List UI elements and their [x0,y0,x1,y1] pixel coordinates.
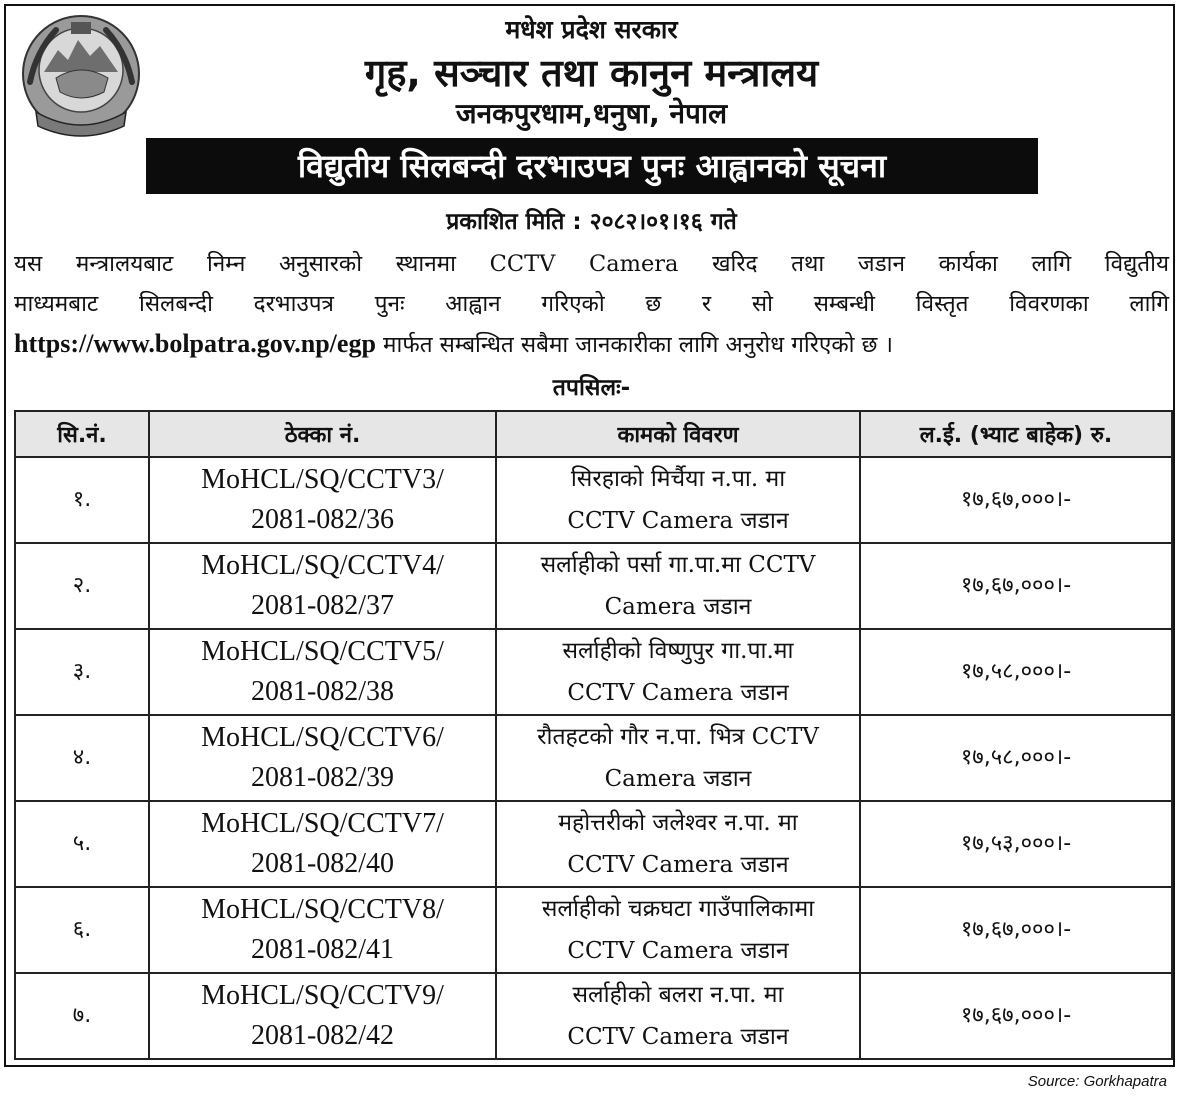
row-cost-estimate: १७,५८,०००।- [860,629,1172,715]
header-cost-estimate: ल.ई. (भ्याट बाहेक) रु. [860,411,1172,457]
row-sn: ६. [15,887,149,973]
contract-no-line-1: MoHCL/SQ/CCTV7/ [201,808,444,839]
header-contract-no: ठेक्का नं. [149,411,496,457]
table-header-row [15,411,1172,457]
description-line-2: Camera जडान [604,594,752,620]
contract-no-line-1: MoHCL/SQ/CCTV6/ [201,722,444,753]
body-line-3 [14,324,1169,365]
description-line-2: Camera जडान [604,766,752,792]
contract-no-line-1: MoHCL/SQ/CCTV9/ [201,980,444,1011]
contract-no-line-1: MoHCL/SQ/CCTV3/ [201,464,444,495]
ministry-name: गृह, सञ्चार तथा कानुन मन्त्रालय [364,51,819,95]
row-sn: १. [15,457,149,543]
description-line-1: सर्लाहीको बलरा न.पा. मा [572,982,784,1008]
description-line-1: महोत्तरीको जलेश्वर न.पा. मा [558,810,798,836]
ministry-location: जनकपुरधाम,धनुषा, नेपाल [455,97,728,130]
description-line-2: CCTV Camera जडान [567,1024,789,1050]
contract-no-line-1: MoHCL/SQ/CCTV8/ [201,894,444,925]
row-cost-estimate: १७,५८,०००।- [860,715,1172,801]
contract-no-line-2: 2081-082/39 [250,762,395,793]
row-sn: ४. [15,715,149,801]
table-row [15,973,1172,1059]
contract-no-line-2: 2081-082/37 [250,590,395,621]
row-contract-no [149,801,496,887]
description-line-1: सर्लाहीको विष्णुपुर गा.पा.मा [562,638,794,664]
row-contract-no [149,887,496,973]
contract-no-line-2: 2081-082/40 [250,848,395,879]
bolpatra-link[interactable]: https://www.bolpatra.gov.np/egp [14,329,376,358]
row-cost-estimate: १७,६७,०००।- [860,887,1172,973]
table-row [15,629,1172,715]
table-row [15,887,1172,973]
row-sn: ७. [15,973,149,1059]
row-cost-estimate: १७,६७,०००।- [860,543,1172,629]
row-cost-estimate: १७,६७,०००।- [860,973,1172,1059]
contract-no-line-2: 2081-082/38 [250,676,395,707]
notice-frame [4,4,1175,1067]
government-name: मधेश प्रदेश सरकार [505,15,678,44]
row-description [496,887,860,973]
row-contract-no [149,715,496,801]
table-row [15,543,1172,629]
table-row [15,715,1172,801]
body-line-3-rest: मार्फत सम्बन्धित सबैमा जानकारीका लागि अनुरोध गरिएको छ । [375,332,894,358]
notice-title: विद्युतीय सिलबन्दी दरभाउपत्र पुनः आह्वानको सूचना [146,138,1038,194]
tender-table [14,410,1173,1060]
description-line-2: CCTV Camera जडान [567,938,789,964]
contract-no-line-2: 2081-082/42 [250,1020,395,1051]
description-line-2: CCTV Camera जडान [567,508,789,534]
row-description [496,801,860,887]
description-line-2: CCTV Camera जडान [567,852,789,878]
row-sn: ५. [15,801,149,887]
annex-label: तपसिलः- [552,375,631,401]
published-date: प्रकाशित मिति : २०८२।०१।१६ गते [446,209,737,235]
row-contract-no [149,629,496,715]
description-line-2: CCTV Camera जडान [567,680,789,706]
row-description [496,973,860,1059]
description-line-1: सिरहाको मिर्चैया न.पा. मा [570,466,786,492]
header-description: कामको विवरण [496,411,860,457]
notice-body [14,244,1169,365]
table-row [15,801,1172,887]
row-sn: ३. [15,629,149,715]
row-cost-estimate: १७,५३,०००।- [860,801,1172,887]
contract-no-line-2: 2081-082/41 [250,934,395,965]
contract-no-line-1: MoHCL/SQ/CCTV4/ [201,550,444,581]
row-contract-no [149,973,496,1059]
source-credit: Source: Gorkhapatra [1027,1073,1167,1090]
contract-no-line-1: MoHCL/SQ/CCTV5/ [201,636,444,667]
header-sn: सि.नं. [15,411,149,457]
row-description [496,715,860,801]
body-line-1: यस मन्त्रालयबाट निम्न अनुसारको स्थानमा CCTV Camera खरिद तथा जडान कार्यका लागि विद्युतीय [14,251,1169,277]
row-contract-no [149,457,496,543]
row-description [496,543,860,629]
table-row [15,457,1172,543]
description-line-1: रौतहटको गौर न.पा. भित्र CCTV [537,724,819,750]
contract-no-line-2: 2081-082/36 [250,504,395,535]
body-line-2: माध्यमबाट सिलबन्दी दरभाउपत्र पुनः आह्वान गरिएको छ र सो सम्बन्धी विस्तृत विवरणका लागि [14,291,1169,317]
row-cost-estimate: १७,६७,०००।- [860,457,1172,543]
row-description [496,629,860,715]
description-line-1: सर्लाहीको पर्सा गा.पा.मा CCTV [540,552,816,578]
row-contract-no [149,543,496,629]
description-line-1: सर्लाहीको चक्रघटा गाउँपालिकामा [541,896,815,922]
row-sn: २. [15,543,149,629]
row-description [496,457,860,543]
